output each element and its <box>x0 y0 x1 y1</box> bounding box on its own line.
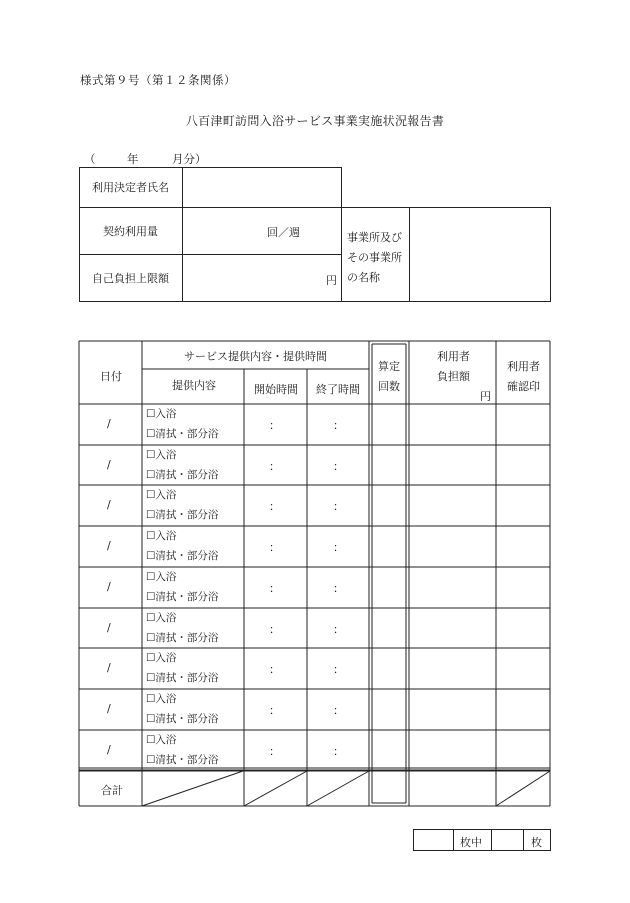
start-time-separator[interactable]: ： <box>269 459 280 473</box>
end-time-separator[interactable]: ： <box>333 541 344 555</box>
start-time-separator[interactable]: ： <box>269 419 280 432</box>
wipe-partial-bath-checkbox[interactable]: ☐清拭・部分浴 <box>146 468 219 481</box>
end-time-separator[interactable]: ： <box>333 581 344 595</box>
start-time-separator[interactable]: ： <box>269 581 280 595</box>
end-time-separator[interactable]: ： <box>333 500 344 514</box>
col-confirm-header: 利用者 確認印 <box>507 360 540 393</box>
period-month-label: 月分） <box>172 152 207 166</box>
wipe-partial-bath-checkbox[interactable]: ☐清拭・部分浴 <box>146 590 219 603</box>
col-count-header: 算定 回数 <box>378 360 400 393</box>
bath-checkbox[interactable]: ☐入浴 <box>146 530 177 543</box>
start-time-separator[interactable]: ： <box>269 744 280 758</box>
total-slash-content <box>142 771 243 806</box>
office-label: 事業所及び その事業所 の名称 <box>347 231 402 284</box>
start-time-separator[interactable]: ： <box>269 703 280 717</box>
col-content-header: 提供内容 <box>172 379 216 392</box>
col-burden-header: 利用者 負担額 <box>437 350 470 383</box>
bath-checkbox[interactable]: ☐入浴 <box>146 448 177 461</box>
total-slash-start <box>244 771 307 806</box>
wipe-partial-bath-checkbox[interactable]: ☐清拭・部分浴 <box>146 712 219 725</box>
sheet-label: 枚 <box>531 836 542 849</box>
row-date-slash[interactable]: / <box>107 661 111 675</box>
period-year-label: 年 <box>127 152 139 166</box>
limit-unit: 円 <box>326 274 337 287</box>
wipe-partial-bath-checkbox[interactable]: ☐清拭・部分浴 <box>146 509 219 522</box>
row-date-slash[interactable]: / <box>107 457 111 471</box>
end-time-separator[interactable]: ： <box>333 419 344 432</box>
col-burden-unit: 円 <box>480 390 491 403</box>
end-time-separator[interactable]: ： <box>333 663 344 677</box>
limit-label: 自己負担上限額 <box>92 271 169 285</box>
col-date-header: 日付 <box>100 370 122 383</box>
contract-label: 契約利用量 <box>103 224 158 238</box>
bath-checkbox[interactable]: ☐入浴 <box>146 692 177 705</box>
total-label: 合計 <box>101 784 123 797</box>
bath-checkbox[interactable]: ☐入浴 <box>146 652 177 665</box>
wipe-partial-bath-checkbox[interactable]: ☐清拭・部分浴 <box>146 672 219 685</box>
start-time-separator[interactable]: ： <box>269 541 280 555</box>
end-time-separator[interactable]: ： <box>333 622 344 636</box>
wipe-partial-bath-checkbox[interactable]: ☐清拭・部分浴 <box>146 631 219 644</box>
bath-checkbox[interactable]: ☐入浴 <box>146 489 177 502</box>
contract-unit: 回／週 <box>267 226 300 239</box>
user-name-label: 利用決定者氏名 <box>92 181 169 194</box>
start-time-separator[interactable]: ： <box>269 622 280 636</box>
sheet-total-field[interactable] <box>492 830 523 850</box>
period-open: （ <box>84 152 96 166</box>
sheet-counter <box>413 829 551 851</box>
end-time-separator[interactable]: ： <box>333 459 344 473</box>
col-end-header: 終了時間 <box>316 383 360 396</box>
wipe-partial-bath-checkbox[interactable]: ☐清拭・部分浴 <box>146 753 219 766</box>
row-date-slash[interactable]: / <box>107 417 111 430</box>
row-date-slash[interactable]: / <box>107 701 111 715</box>
start-time-separator[interactable]: ： <box>269 500 280 514</box>
bath-checkbox[interactable]: ☐入浴 <box>146 611 177 624</box>
sheet-current-field[interactable] <box>414 830 453 850</box>
document-title: 八百津町訪問入浴サービス事業実施状況報告書 <box>185 114 445 128</box>
row-date-slash[interactable]: / <box>107 620 111 634</box>
total-slash-end <box>307 771 369 806</box>
bath-checkbox[interactable]: ☐入浴 <box>146 408 177 420</box>
row-date-slash[interactable]: / <box>107 742 111 756</box>
bath-checkbox[interactable]: ☐入浴 <box>146 570 177 583</box>
wipe-partial-bath-checkbox[interactable]: ☐清拭・部分浴 <box>146 550 219 563</box>
end-time-separator[interactable]: ： <box>333 744 344 758</box>
bath-checkbox[interactable]: ☐入浴 <box>146 733 177 746</box>
col-start-header: 開始時間 <box>254 383 298 396</box>
end-time-separator[interactable]: ： <box>333 703 344 717</box>
start-time-separator[interactable]: ： <box>269 663 280 677</box>
form-number: 様式第９号（第１２条関係） <box>80 73 236 87</box>
row-date-slash[interactable]: / <box>107 498 111 512</box>
wipe-partial-bath-checkbox[interactable]: ☐清拭・部分浴 <box>146 428 219 440</box>
sheet-of-label: 枚中 <box>460 836 482 849</box>
col-service-header: サービス提供内容・提供時間 <box>184 350 327 363</box>
total-slash-confirm <box>496 771 550 806</box>
row-date-slash[interactable]: / <box>107 539 111 553</box>
row-date-slash[interactable]: / <box>107 579 111 593</box>
